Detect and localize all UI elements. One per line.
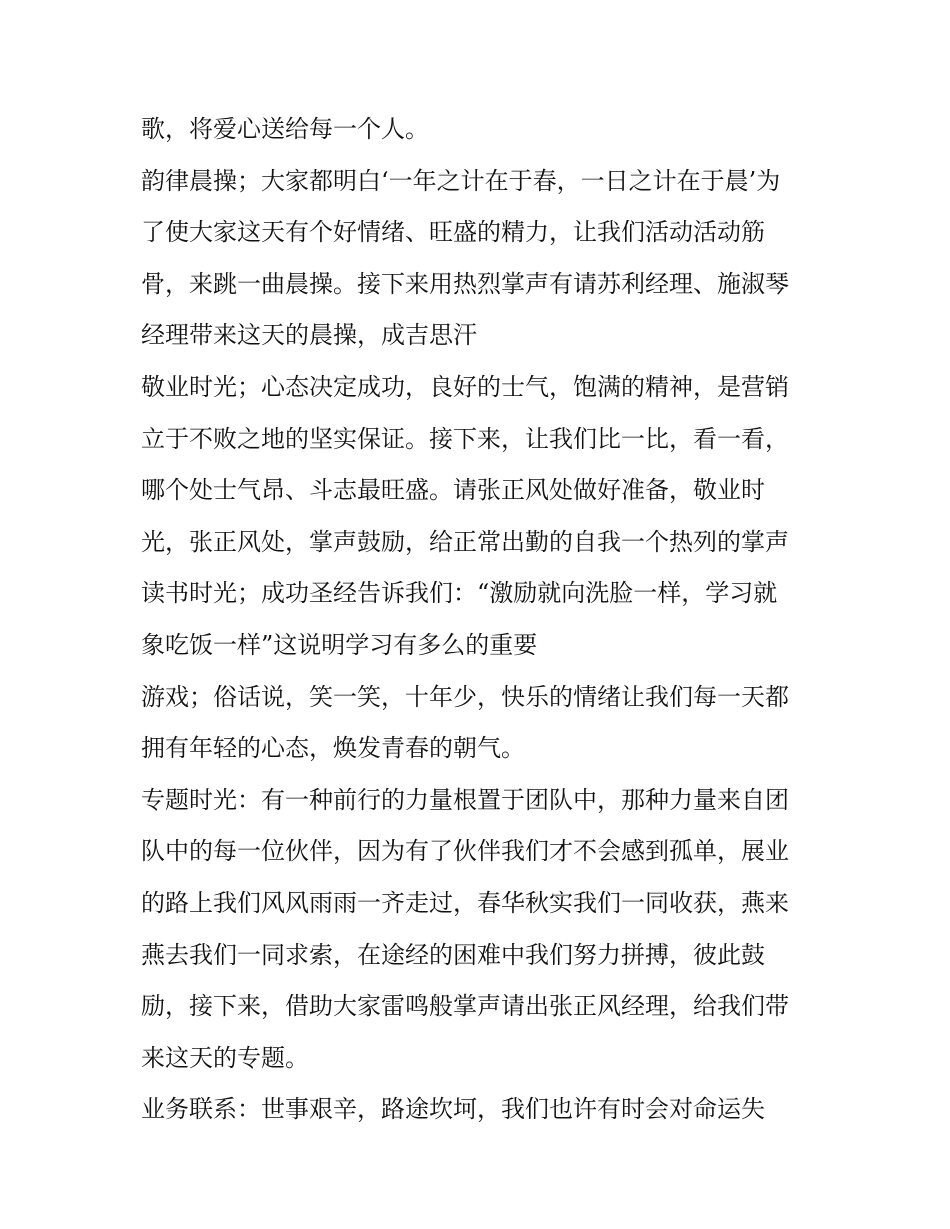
text-line: 的路上我们风风雨雨一齐走过，春华秋实我们一同收获，燕来 [141, 888, 789, 917]
text-line: 哪个处士气昂、斗志最旺盛。请张正风处做好准备，敬业时 [141, 476, 765, 505]
text-line: 读书时光；成功圣经告诉我们：“激励就向洗脸一样，学习就 [141, 579, 778, 608]
text-line: 立于不败之地的坚实保证。接下来，让我们比一比，看一看， [141, 424, 789, 453]
text-line: 韵律晨操；大家都明白‘一年之计在于春，一日之计在于晨’为 [141, 166, 781, 195]
text-line: 游戏；俗话说，笑一笑，十年少，快乐的情绪让我们每一天都 [141, 682, 789, 711]
text-line: 了使大家这天有个好情绪、旺盛的精力，让我们活动活动筋 [141, 218, 765, 247]
text-line: 队中的每一位伙伴，因为有了伙伴我们才不会感到孤单，展业 [141, 837, 789, 866]
text-line: 业务联系：世事艰辛，路途坎坷，我们也许有时会对命运失 [141, 1095, 765, 1124]
text-line: 励，接下来，借助大家雷鸣般掌声请出张正风经理，给我们带 [141, 992, 789, 1021]
text-line: 燕去我们一同求索，在途经的困难中我们努力拼搏，彼此鼓 [141, 940, 765, 969]
text-line: 经理带来这天的晨操，成吉思汗 [141, 321, 477, 350]
text-line: 骨，来跳一曲晨操。接下来用热烈掌声有请苏利经理、施淑琴 [141, 269, 789, 298]
text-line: 专题时光：有一种前行的力量根置于团队中，那种力量来自团 [141, 785, 789, 814]
text-line: 来这天的专题。 [141, 1043, 309, 1072]
text-line: 象吃饭一样”这说明学习有多么的重要 [141, 630, 538, 659]
text-line: 敬业时光；心态决定成功，良好的士气，饱满的精神，是营销 [141, 372, 789, 401]
text-line: 歌，将爱心送给每一个人。 [141, 115, 429, 143]
document-body [141, 106, 821, 1138]
text-line: 光，张正风处，掌声鼓励，给正常出勤的自我一个热列的掌声 [141, 527, 789, 556]
text-line: 拥有年轻的心态，焕发青春的朝气。 [141, 734, 525, 763]
